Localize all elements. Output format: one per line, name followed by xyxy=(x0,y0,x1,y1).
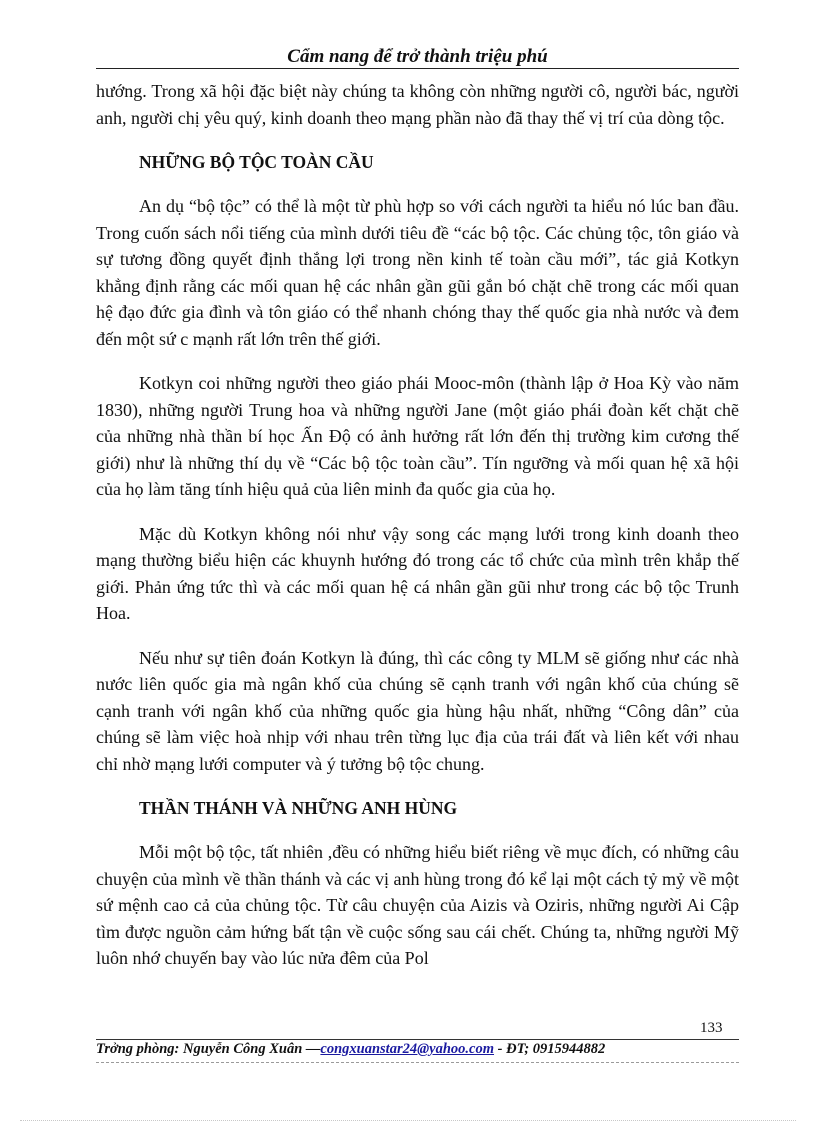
footer-divider xyxy=(96,1039,739,1040)
paragraph-tribe-metaphor: An dụ “bộ tộc” có thể là một từ phù hợp so với cách người ta hiểu nó lúc ban đầu. Trong cuốn sách nổi tiếng của mình dưới tiêu đề “các bộ tộc. Các chủng tộc, tôn giáo và sự tương đồng quyết định thắng lợi trong nền kinh tế toàn cầu mới”, tác giả Kotkyn khẳng định rằng các mối quan hệ các nhân gần gũi gắn bó chặt chẽ trong các mối quan hệ đạo đức gia đình và tôn giáo có thể nhanh chóng thay thế quốc gia nhà nước và đem đến một sứ c mạnh rất lớn trên thế giới. xyxy=(96,196,739,349)
page-bottom-border xyxy=(20,1120,796,1121)
footer-phone: - ĐT; 0915944882 xyxy=(494,1041,606,1057)
footer-contact xyxy=(96,1041,756,1058)
page-body xyxy=(96,78,739,972)
section-heading-gods-heroes: THẦN THÁNH VÀ NHỮNG ANH HÙNG xyxy=(139,798,458,818)
footer-dashed-border xyxy=(96,1062,739,1063)
paragraph-tribe-stories: Mỗi một bộ tộc, tất nhiên ,đều có những hiểu biết riêng về mục đích, có những câu chuyện của mình về thần thánh và các vị anh hùng trong đó kể lại một cách tỷ mỷ về một sứ mệnh cao cả của chủng tộc. Từ câu chuyện của Aizis và Oziris, những người Ai Cập tìm được nguồn cảm hứng bất tận về cuộc sống sau cái chết. Chúng ta, những người Mỹ luôn nhớ chuyến bay vào lúc nửa đêm của Pol xyxy=(96,842,739,968)
section-heading-global-tribes: NHỮNG BỘ TỘC TOÀN CẦU xyxy=(139,152,374,172)
paragraph-kotkyn-examples: Kotkyn coi những người theo giáo phái Mooc-môn (thành lập ở Hoa Kỳ vào năm 1830), những người Trung hoa và những người Jane (một giáo phái đoàn kết chặt chẽ của những nhà thần bí học Ấn Độ có ảnh hưởng rất lớn đến thị trường kim cương thế giới) như là những thí dụ về “Các bộ tộc toàn cầu”. Tín ngưỡng và mối quan hệ xã hội của họ làm tăng tính hiệu quả của liên minh đa quốc gia của họ. xyxy=(96,373,739,499)
page-number: 133 xyxy=(700,1020,723,1036)
paragraph-continuation: hướng. Trong xã hội đặc biệt này chúng ta không còn những người cô, người bác, người anh, người chị yêu quý, kinh doanh theo mạng phần nào đã thay thế vị trí của dòng tộc. xyxy=(96,81,739,128)
paragraph-mlm-prediction: Nếu như sự tiên đoán Kotkyn là đúng, thì các công ty MLM sẽ giống như các nhà nước liên quốc gia mà ngân khố của chúng sẽ cạnh tranh với ngân khố của chúng sẽ cạnh tranh với ngân khố của những quốc gia hùng hậu nhất, những “Công dân” của chúng sẽ làm việc hoà nhịp với nhau trên từng lục địa của trái đất và liên kết với nhau chỉ nhờ mạng lưới computer và ý tưởng bộ tộc chung. xyxy=(96,647,739,774)
footer-author: Trởng phòng: Nguyễn Công Xuân — xyxy=(96,1041,321,1057)
header-divider xyxy=(96,68,739,69)
running-header-title: Cẩm nang để trở thành triệu phú xyxy=(287,46,548,67)
footer-email-link[interactable]: congxuanstar24@yahoo.com xyxy=(320,1041,495,1057)
paragraph-network-tendencies: Mặc dù Kotkyn không nói như vậy song các mạng lưới trong kinh doanh theo mạng thường biểu hiện các khuynh hướng đó trong các tổ chức của mình trên khắp thế giới. Phản ứng tức thì và các mối quan hệ cá nhân gần gũi như trong các bộ tộc Trunh Hoa. xyxy=(96,523,739,623)
